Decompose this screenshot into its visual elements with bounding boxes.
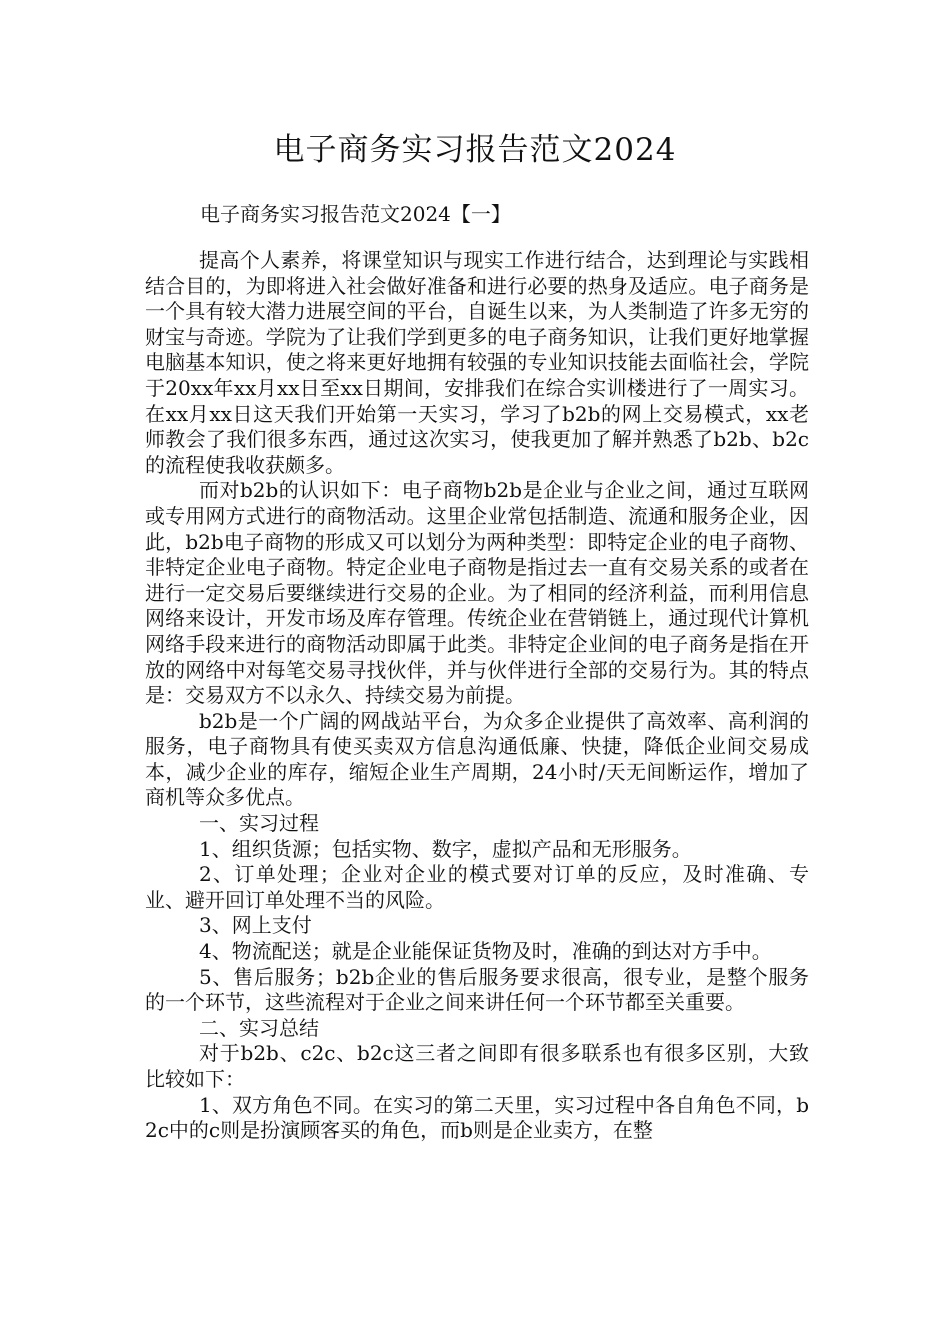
section-subtitle: 电子商务实习报告范文2024【一】	[200, 202, 511, 226]
list-item: 1、组织货源；包括实物、数字，虚拟产品和无形服务。	[199, 836, 692, 861]
list-item: 2、订单处理；企业对企业的模式要对订单的反应，及时准确、专业、避开回订单处理不当的风险。	[145, 862, 809, 912]
list-item: 4、物流配送；就是企业能保证货物及时，准确的到达对方手中。	[199, 939, 772, 964]
section-heading: 二、实习总结	[199, 1015, 319, 1040]
paragraph: 提高个人素养，将课堂知识与现实工作进行结合，达到理论与实践相结合目的，为即将进入社会做好准备和进行必要的热身及适应。电子商务是一个具有较大潜力进展空间的平台，自诞生以来，为人类制造了许多无穷的财宝与奇迹。学院为了让我们学到更多的电子商务知识，让我们更好地掌握电脑基本知识，使之将来更好地拥有较强的专业知识技能去面临社会，学院于20xx年xx月xx日至xx日期间，安排我们在综合实训楼进行了一周实习。在xx月xx日这天我们开始第一天实习，学习了b2b的网上交易模式，xx老师教会了我们很多东西，通过这次实习，使我更加了解并熟悉了b2b、b2c的流程使我收获颇多。	[145, 248, 809, 477]
paragraph: b2b是一个广阔的网战站平台，为众多企业提供了高效率、高利润的服务，电子商物具有使买卖双方信息沟通低廉、快捷，降低企业间交易成本，减少企业的库存，缩短企业生产周期，24小时/天无间断运作，增加了商机等众多优点。	[145, 708, 809, 810]
list-item: 1、双方角色不同。在实习的第二天里，实习过程中各自角色不同，b2c中的c则是扮演顾客买的角色，而b则是企业卖方，在整	[145, 1092, 809, 1143]
list-item: 3、网上支付	[199, 913, 312, 938]
paragraph: 对于b2b、c2c、b2c这三者之间即有很多联系也有很多区别，大致比较如下：	[145, 1041, 809, 1091]
document-title: 电子商务实习报告范文2024	[273, 132, 677, 168]
list-item: 5、售后服务；b2b企业的售后服务要求很高，很专业，是整个服务的一个环节，这些流程对于企业之间来讲任何一个环节都至关重要。	[145, 964, 809, 1015]
paragraph: 而对b2b的认识如下：电子商物b2b是企业与企业之间，通过互联网或专用网方式进行的商物活动。这里企业常包括制造、流通和服务企业，因此，b2b电子商物的形成又可以划分为两种类型：即特定企业的电子商物、非特定企业电子商物。特定企业电子商物是指过去一直有交易关系的或者在进行一定交易后要继续进行交易的企业。为了相同的经济利益，而利用信息网络来设计，开发市场及库存管理。传统企业在营销链上，通过现代计算机网络手段来进行的商物活动即属于此类。非特定企业间的电子商务是指在开放的网络中对每笔交易寻找伙伴，并与伙伴进行全部的交易行为。其的特点是：交易双方不以永久、持续交易为前提。	[145, 478, 809, 708]
section-heading: 一、实习过程	[199, 811, 319, 836]
document-body	[145, 248, 809, 1144]
